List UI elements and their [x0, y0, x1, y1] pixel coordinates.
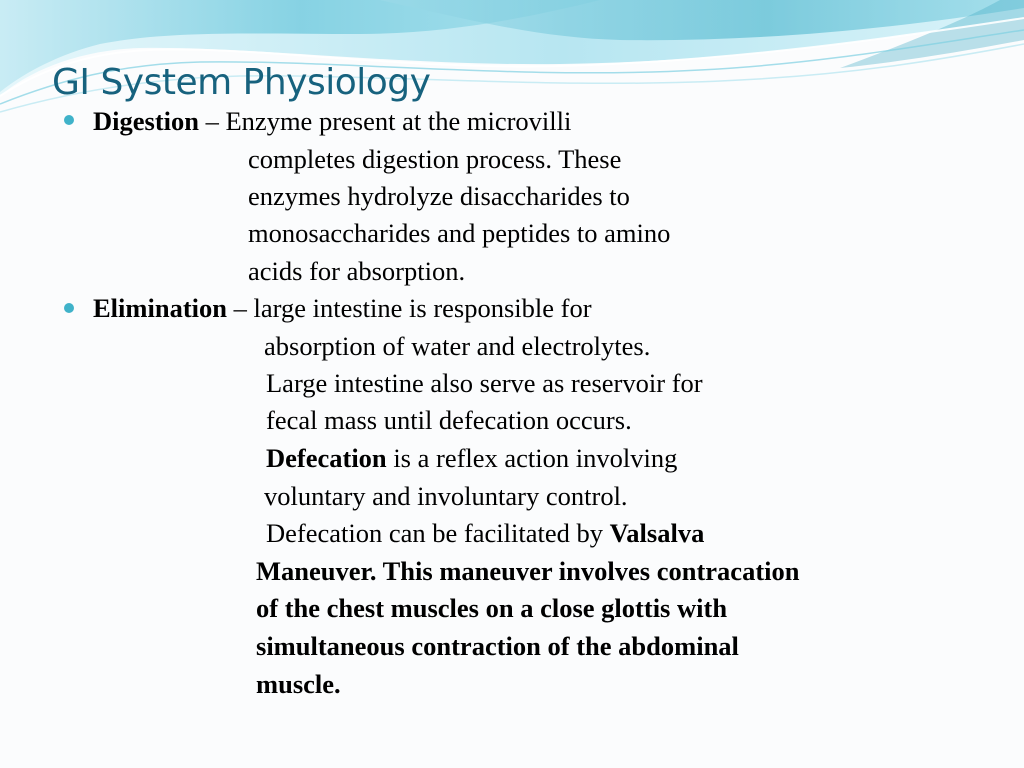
- slide-title: GI System Physiology: [52, 62, 431, 103]
- digestion-term: Digestion: [93, 106, 199, 136]
- elimination-separator: –: [227, 293, 254, 323]
- bullet-dot: [64, 115, 74, 125]
- defecation-line-2: voluntary and involuntary control.: [264, 481, 628, 511]
- elimination-line-4: fecal mass until defecation occurs.: [266, 405, 632, 435]
- defecation-term: Defecation: [266, 443, 387, 473]
- defecation-text: is a reflex action involving: [386, 443, 678, 473]
- valsalva-line-5: muscle.: [256, 669, 341, 699]
- valsalva-line-4: simultaneous contraction of the abdominal: [256, 631, 739, 661]
- digestion-text: Enzyme present at the microvilli: [225, 106, 572, 136]
- valsalva-term: Valsalva: [609, 518, 705, 548]
- elimination-line-3: Large intestine also serve as reservoir for: [266, 368, 703, 398]
- digestion-line-5: acids for absorption.: [248, 256, 466, 286]
- digestion-line-2: completes digestion process. These: [248, 144, 622, 174]
- valsalva-line-2: Maneuver. This maneuver involves contracation: [256, 556, 800, 586]
- elimination-text: large intestine is responsible for: [253, 293, 592, 323]
- elimination-term: Elimination: [93, 293, 228, 323]
- digestion-line-1: [93, 102, 571, 140]
- bullet-dot: [64, 303, 74, 313]
- defecation-line-1: [266, 439, 677, 477]
- digestion-separator: –: [199, 106, 226, 136]
- digestion-line-3: enzymes hydrolyze disaccharides to: [248, 181, 630, 211]
- valsalva-line-3: of the chest muscles on a close glottis with: [256, 593, 728, 623]
- elimination-line-1: [93, 289, 592, 327]
- elimination-line-2: absorption of water and electrolytes.: [264, 331, 651, 361]
- valsalva-line-1: [266, 514, 704, 552]
- valsalva-lead: Defecation can be facilitated by: [266, 518, 610, 548]
- digestion-line-4: monosaccharides and peptides to amino: [248, 218, 671, 248]
